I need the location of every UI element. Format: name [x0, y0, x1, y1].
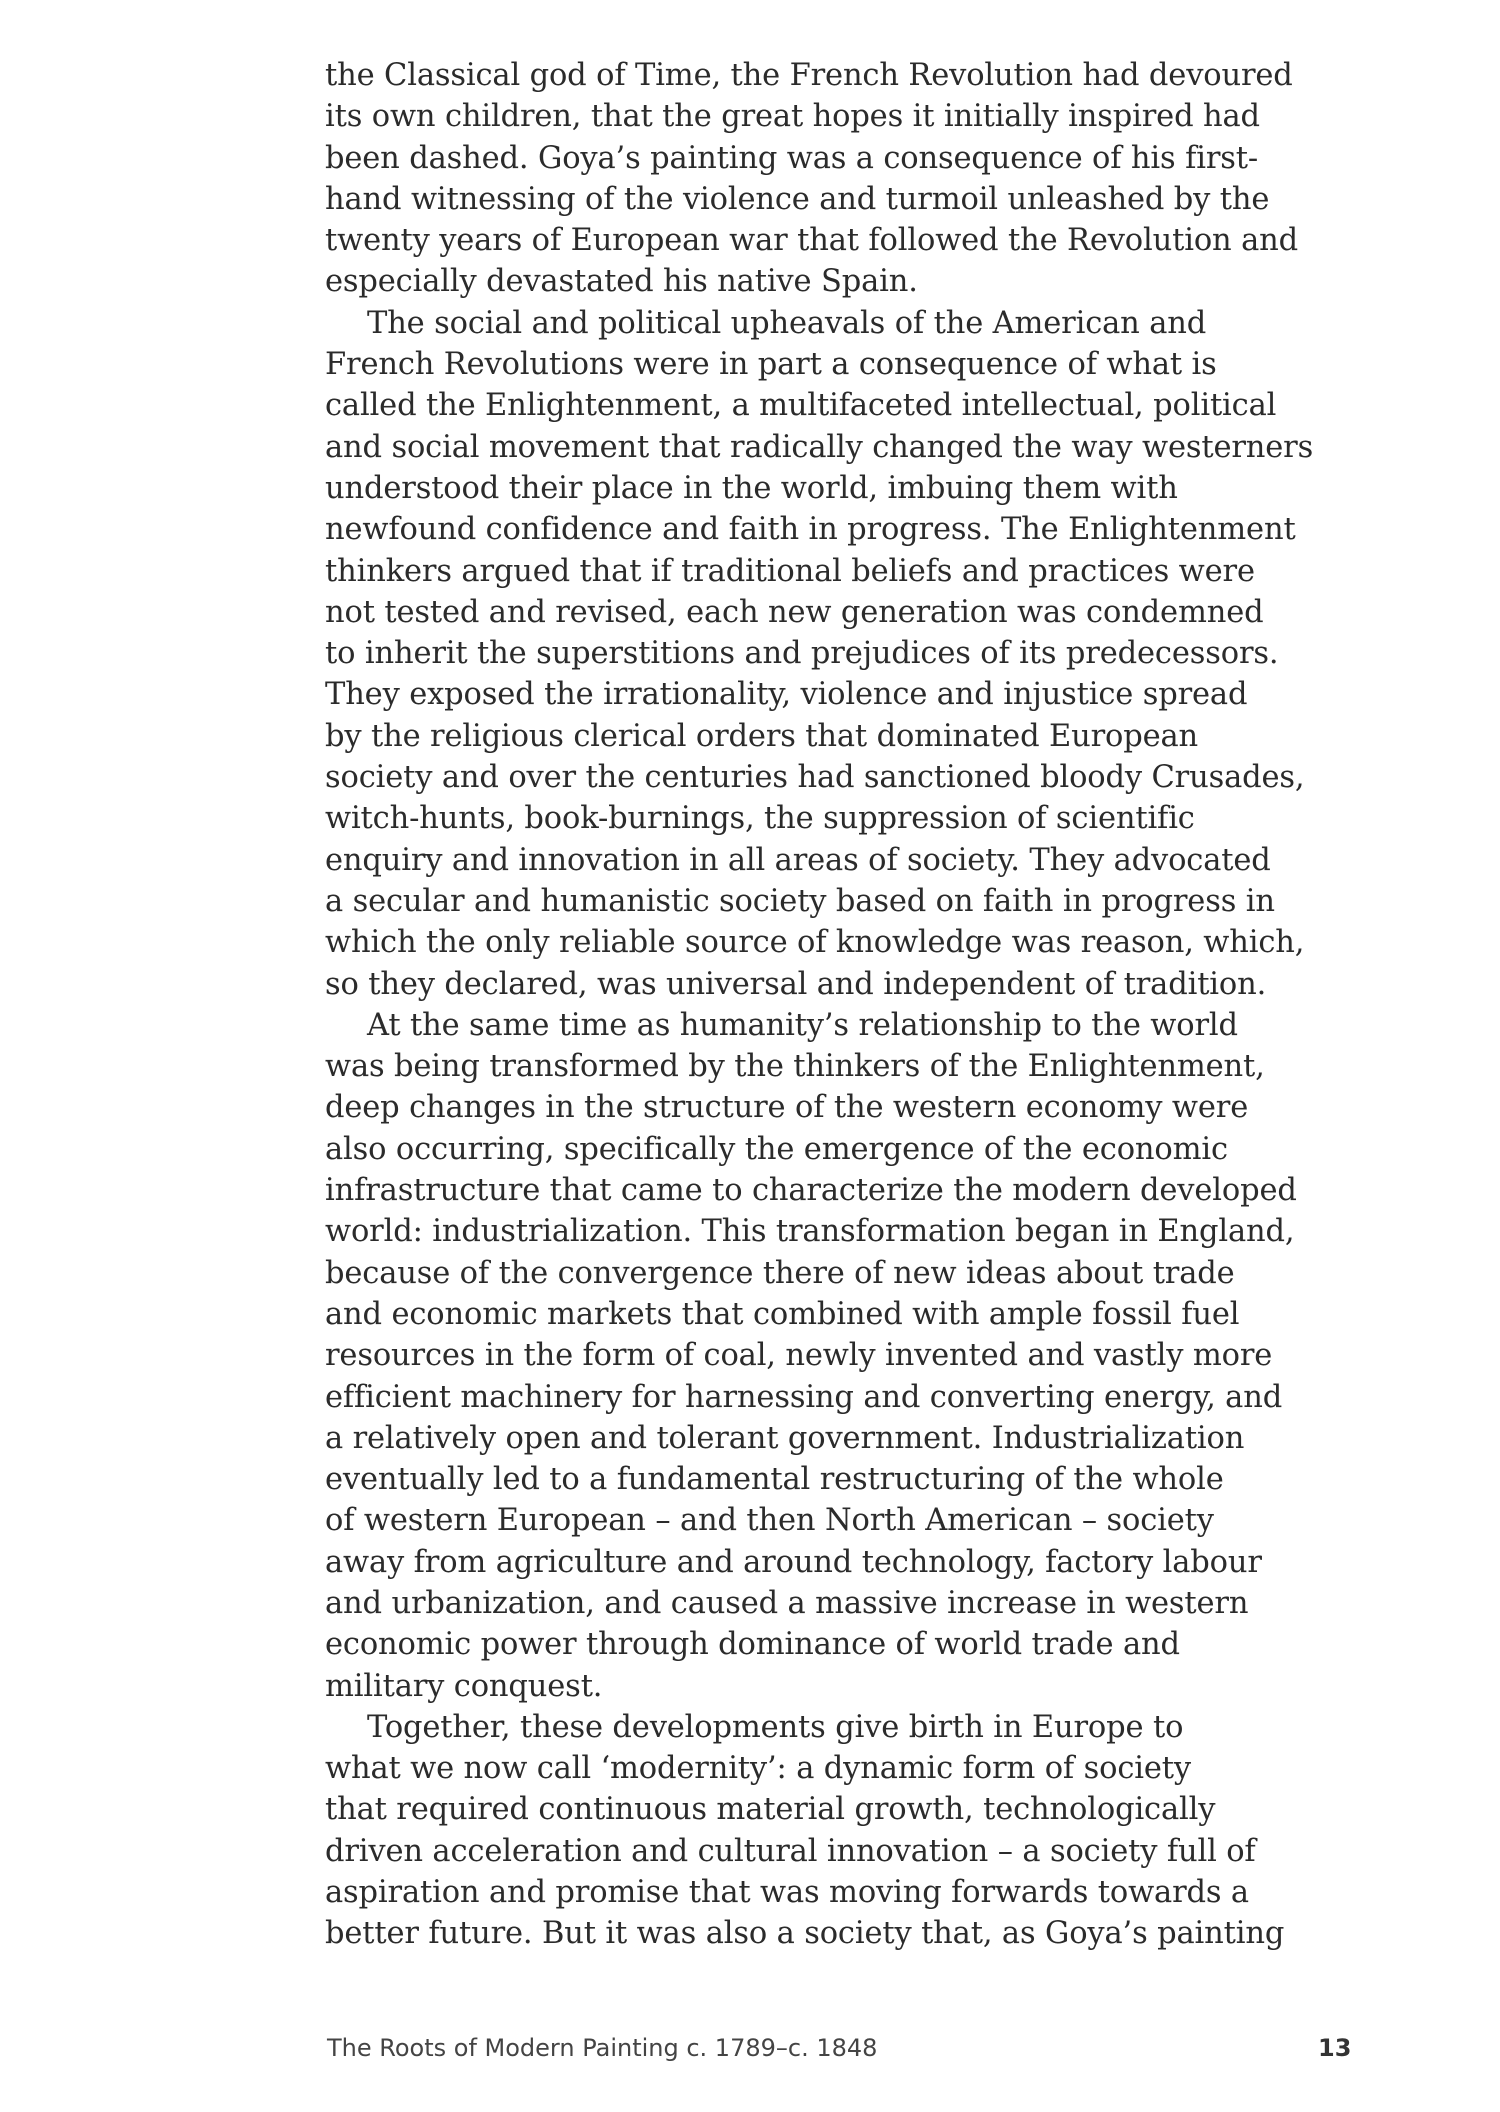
paragraph-first-line: The social and political upheavals of the American and: [367, 305, 1207, 341]
text-line: so they declared, was universal and independent of tradition.: [325, 966, 1267, 1002]
text-line: and economic markets that combined with ample fossil fuel: [325, 1296, 1240, 1332]
text-line: because of the convergence there of new ideas about trade: [325, 1255, 1235, 1291]
text-line: that required continuous material growth, technologically: [325, 1792, 1216, 1828]
text-line: especially devastated his native Spain.: [325, 264, 918, 300]
page-number: 13: [1318, 2034, 1352, 2062]
text-line: hand witnessing of the violence and turmoil unleashed by the: [325, 181, 1270, 217]
paragraph-first-line: Together, these developments give birth in Europe to: [367, 1709, 1184, 1745]
text-line: enquiry and innovation in all areas of society. They advocated: [325, 842, 1271, 878]
text-line: a relatively open and tolerant government. Industrialization: [325, 1420, 1245, 1456]
text-line: better future. But it was also a society that, as Goya’s painting: [325, 1916, 1285, 1952]
text-line: also occurring, specifically the emergence of the economic: [325, 1131, 1228, 1167]
paragraph-first-line: At the same time as humanity’s relationship to the world: [367, 1007, 1238, 1043]
text-line: military conquest.: [325, 1668, 603, 1704]
text-line: aspiration and promise that was moving forwards towards a: [325, 1875, 1249, 1911]
text-line: called the Enlightenment, a multifaceted intellectual, political: [325, 388, 1277, 424]
text-line: a secular and humanistic society based on faith in progress in: [325, 883, 1275, 919]
running-footer-title: The Roots of Modern Painting c. 1789–c. 1848: [327, 2034, 878, 2062]
text-line: eventually led to a fundamental restructuring of the whole: [325, 1462, 1224, 1498]
text-line: of western European – and then North American – society: [325, 1503, 1214, 1539]
text-line: the Classical god of Time, the French Revolution had devoured: [325, 58, 1293, 93]
text-line: world: industrialization. This transformation began in England,: [325, 1214, 1295, 1250]
text-line: economic power through dominance of world trade and: [325, 1627, 1180, 1663]
text-line: driven acceleration and cultural innovation – a society full of: [325, 1833, 1256, 1869]
text-line: to inherit the superstitions and prejudices of its predecessors.: [325, 636, 1279, 672]
text-line: deep changes in the structure of the western economy were: [325, 1090, 1249, 1126]
text-line: understood their place in the world, imbuing them with: [325, 470, 1178, 506]
text-line: witch-hunts, book-burnings, the suppression of scientific: [325, 801, 1195, 837]
text-line: and social movement that radically changed the way westerners: [325, 429, 1314, 465]
text-line: not tested and revised, each new generation was condemned: [325, 594, 1264, 630]
text-line: been dashed. Goya’s painting was a consequence of his first-: [325, 140, 1259, 176]
text-line: what we now call ‘modernity’: a dynamic form of society: [325, 1751, 1191, 1787]
text-line: away from agriculture and around technology, factory labour: [325, 1544, 1262, 1580]
text-line: was being transformed by the thinkers of the Enlightenment,: [325, 1049, 1265, 1085]
text-line: infrastructure that came to characterize the modern developed: [325, 1173, 1297, 1209]
text-line: resources in the form of coal, newly invented and vastly more: [325, 1338, 1273, 1374]
text-line: They exposed the irrationality, violence and injustice spread: [325, 677, 1248, 713]
text-line: society and over the centuries had sanctioned bloody Crusades,: [325, 760, 1305, 796]
text-line: twenty years of European war that followed the Revolution and: [325, 223, 1298, 259]
text-line: its own children, that the great hopes it initially inspired had: [325, 99, 1260, 135]
text-line: which the only reliable source of knowledge was reason, which,: [325, 925, 1305, 961]
text-line: newfound confidence and faith in progress. The Enlightenment: [325, 512, 1296, 548]
text-line: French Revolutions were in part a consequence of what is: [325, 347, 1217, 383]
text-line: thinkers argued that if traditional beliefs and practices were: [325, 553, 1255, 589]
text-line: efficient machinery for harnessing and converting energy, and: [325, 1379, 1283, 1415]
body-text: [325, 55, 1365, 1955]
text-line: and urbanization, and caused a massive increase in western: [325, 1585, 1249, 1621]
text-line: by the religious clerical orders that dominated European: [325, 718, 1199, 754]
